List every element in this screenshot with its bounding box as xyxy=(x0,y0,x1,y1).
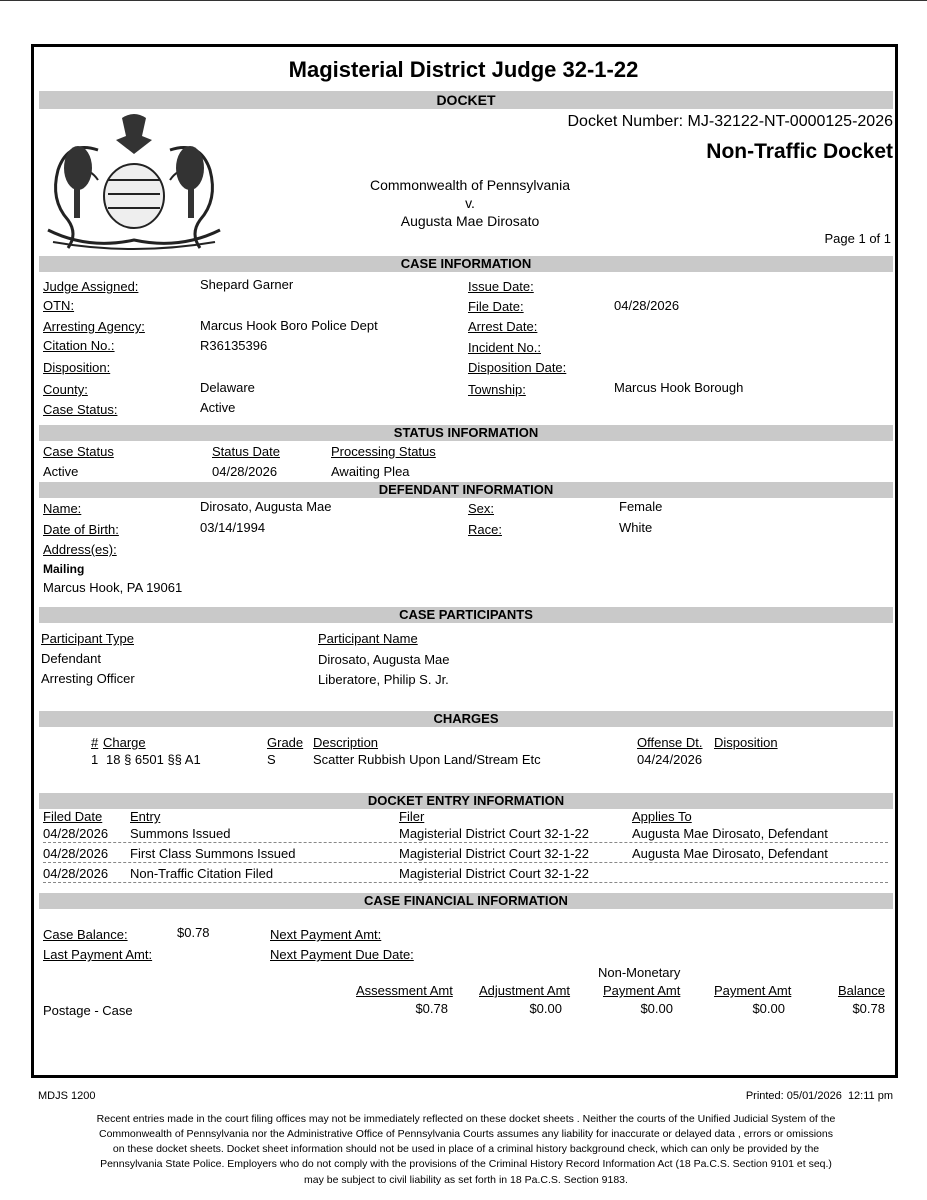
entry-filer: Magisterial District Court 32-1-22 xyxy=(399,866,590,881)
processing-col-header: Processing Status xyxy=(331,444,436,459)
filed-date-header: Filed Date xyxy=(43,809,103,824)
status-date-value: 04/28/2026 xyxy=(212,464,278,479)
docket-number: Docket Number: MJ-32122-NT-0000125-2026 xyxy=(567,113,893,130)
entry-applies: Augusta Mae Dirosato, Defendant xyxy=(632,826,828,841)
incident-label: Incident No.: xyxy=(468,340,541,355)
mailing-label: Mailing xyxy=(43,562,85,576)
charge-statute: 18 § 6501 §§ A1 xyxy=(106,752,201,767)
charge-disposition-header: Disposition xyxy=(714,735,778,750)
filer-header: Filer xyxy=(399,809,425,824)
adjustment-header: Adjustment Amt xyxy=(479,983,571,998)
agency-value: Marcus Hook Boro Police Dept xyxy=(200,318,378,333)
caption-plaintiff: Commonwealth of Pennsylvania xyxy=(370,177,570,193)
entry-text: Summons Issued xyxy=(130,826,231,841)
entry-header: Entry xyxy=(130,809,161,824)
race-value: White xyxy=(619,520,653,535)
page-indicator: Page 1 of 1 xyxy=(824,231,891,246)
address-label: Address(es): xyxy=(43,542,117,557)
participant-name-header: Participant Name xyxy=(318,631,418,646)
nonmonetary-payment-header: Payment Amt xyxy=(603,983,681,998)
case-participants-bar: CASE PARTICIPANTS xyxy=(39,607,893,623)
sex-label: Sex: xyxy=(468,501,495,516)
assessment-header: Assessment Amt xyxy=(356,983,453,998)
participant-name: Liberatore, Philip S. Jr. xyxy=(318,672,449,687)
case-balance-label: Case Balance: xyxy=(43,927,128,942)
participant-type-header: Participant Type xyxy=(41,631,134,646)
charge-grade: S xyxy=(267,752,276,767)
participant-type: Arresting Officer xyxy=(41,671,135,686)
citation-value: R36135396 xyxy=(200,338,268,353)
judge-value: Shepard Garner xyxy=(200,277,294,292)
entry-date: 04/28/2026 xyxy=(43,866,109,881)
entry-text: Non-Traffic Citation Filed xyxy=(130,866,274,881)
disposition-date-label: Disposition Date: xyxy=(468,360,567,375)
sex-value: Female xyxy=(619,499,663,514)
nonmonetary-payment-value: $0.00 xyxy=(640,1001,673,1016)
county-value: Delaware xyxy=(200,380,255,395)
charge-num-header: # xyxy=(91,735,99,750)
docket-bar: DOCKET xyxy=(39,91,893,109)
disclaimer-line: may be subject to civil liability as set forth in 18 Pa.C.S. Section 9183. xyxy=(304,1174,628,1186)
entry-date: 04/28/2026 xyxy=(43,846,109,861)
caption-defendant: Augusta Mae Dirosato xyxy=(400,213,540,229)
defendant-name-value: Dirosato, Augusta Mae xyxy=(200,499,332,514)
disposition-label: Disposition: xyxy=(43,360,111,375)
next-payment-label: Next Payment Amt: xyxy=(270,927,382,942)
payment-header: Payment Amt xyxy=(714,983,792,998)
entry-filer: Magisterial District Court 32-1-22 xyxy=(399,846,590,861)
docket-type: Non-Traffic Docket xyxy=(706,140,893,163)
assessment-value: $0.78 xyxy=(415,1001,448,1016)
status-information-bar: STATUS INFORMATION xyxy=(39,425,893,441)
race-label: Race: xyxy=(468,522,502,537)
dob-value: 03/14/1994 xyxy=(200,520,266,535)
citation-label: Citation No.: xyxy=(43,338,115,353)
charge-header: Charge xyxy=(103,735,146,750)
top-rule xyxy=(0,0,927,1)
entry-separator xyxy=(43,882,888,883)
arrest-date-label: Arrest Date: xyxy=(468,319,538,334)
dob-label: Date of Birth: xyxy=(43,522,119,537)
participant-name: Dirosato, Augusta Mae xyxy=(318,652,450,667)
agency-label: Arresting Agency: xyxy=(43,319,145,334)
fee-label: Postage - Case xyxy=(43,1003,133,1018)
case-status-value: Active xyxy=(200,400,236,415)
form-number: MDJS 1200 xyxy=(38,1090,96,1102)
disclaimer-line: on these docket sheets. Docket sheet information should not be used in place of a criminal history background check, which can only be provided by the xyxy=(112,1143,820,1155)
township-value: Marcus Hook Borough xyxy=(614,380,744,395)
file-date-value: 04/28/2026 xyxy=(614,298,680,313)
balance-header: Balance xyxy=(838,983,885,998)
charge-num: 1 xyxy=(91,752,99,767)
case-information-bar: CASE INFORMATION xyxy=(39,256,893,272)
processing-value: Awaiting Plea xyxy=(331,464,410,479)
entry-text: First Class Summons Issued xyxy=(130,846,296,861)
file-date-label: File Date: xyxy=(468,299,524,314)
disclaimer-line: Commonwealth of Pennsylvania nor the Administrative Office of Pennsylvania Courts assumes any liability for inaccurate or delayed data , errors or omissions xyxy=(99,1128,833,1140)
description-header: Description xyxy=(313,735,379,750)
court-title: Magisterial District Judge 32-1-22 xyxy=(288,57,639,82)
offense-date-header: Offense Dt. xyxy=(637,735,703,750)
entry-filer: Magisterial District Court 32-1-22 xyxy=(399,826,590,841)
grade-header: Grade xyxy=(267,735,304,750)
defendant-name-label: Name: xyxy=(43,501,82,516)
last-payment-label: Last Payment Amt: xyxy=(43,947,153,962)
status-col-header: Case Status xyxy=(43,444,114,459)
township-label: Township: xyxy=(468,382,526,397)
adjustment-value: $0.00 xyxy=(529,1001,562,1016)
otn-label: OTN: xyxy=(43,298,75,313)
defendant-information-bar: DEFENDANT INFORMATION xyxy=(39,482,893,498)
payment-value: $0.00 xyxy=(752,1001,785,1016)
case-status-label: Case Status: xyxy=(43,402,118,417)
mailing-address: Marcus Hook, PA 19061 xyxy=(43,580,183,595)
next-due-label: Next Payment Due Date: xyxy=(270,947,414,962)
financial-bar: CASE FINANCIAL INFORMATION xyxy=(39,893,893,909)
balance-value: $0.78 xyxy=(852,1001,885,1016)
case-balance-value: $0.78 xyxy=(177,925,210,940)
nonmonetary-header: Non-Monetary xyxy=(598,965,681,980)
disclaimer-line: Recent entries made in the court filing offices may not be immediately reflected on these docket sheets . Neither the courts of the Unified Judicial System of the xyxy=(96,1113,836,1125)
docket-entry-bar: DOCKET ENTRY INFORMATION xyxy=(39,793,893,809)
entry-applies: Augusta Mae Dirosato, Defendant xyxy=(632,846,828,861)
county-label: County: xyxy=(43,382,88,397)
entry-separator xyxy=(43,862,888,863)
issue-date-label: Issue Date: xyxy=(468,279,534,294)
caption-v: v. xyxy=(465,195,475,211)
status-date-col-header: Status Date xyxy=(212,444,280,459)
charges-bar: CHARGES xyxy=(39,711,893,727)
entry-separator xyxy=(43,842,888,843)
judge-label: Judge Assigned: xyxy=(43,279,139,294)
status-value: Active xyxy=(43,464,79,479)
printed-timestamp: Printed: 05/01/2026 12:11 pm xyxy=(745,1090,893,1102)
charge-description: Scatter Rubbish Upon Land/Stream Etc xyxy=(313,752,541,767)
charge-offense-date: 04/24/2026 xyxy=(637,752,703,767)
disclaimer-line: Pennsylvania State Police. Employers who do not comply with the provisions of the Criminal History Record Information Act (18 Pa.C.S. Section 9101 et seq.) xyxy=(100,1158,832,1170)
applies-to-header: Applies To xyxy=(632,809,692,824)
entry-date: 04/28/2026 xyxy=(43,826,109,841)
participant-type: Defendant xyxy=(41,651,101,666)
